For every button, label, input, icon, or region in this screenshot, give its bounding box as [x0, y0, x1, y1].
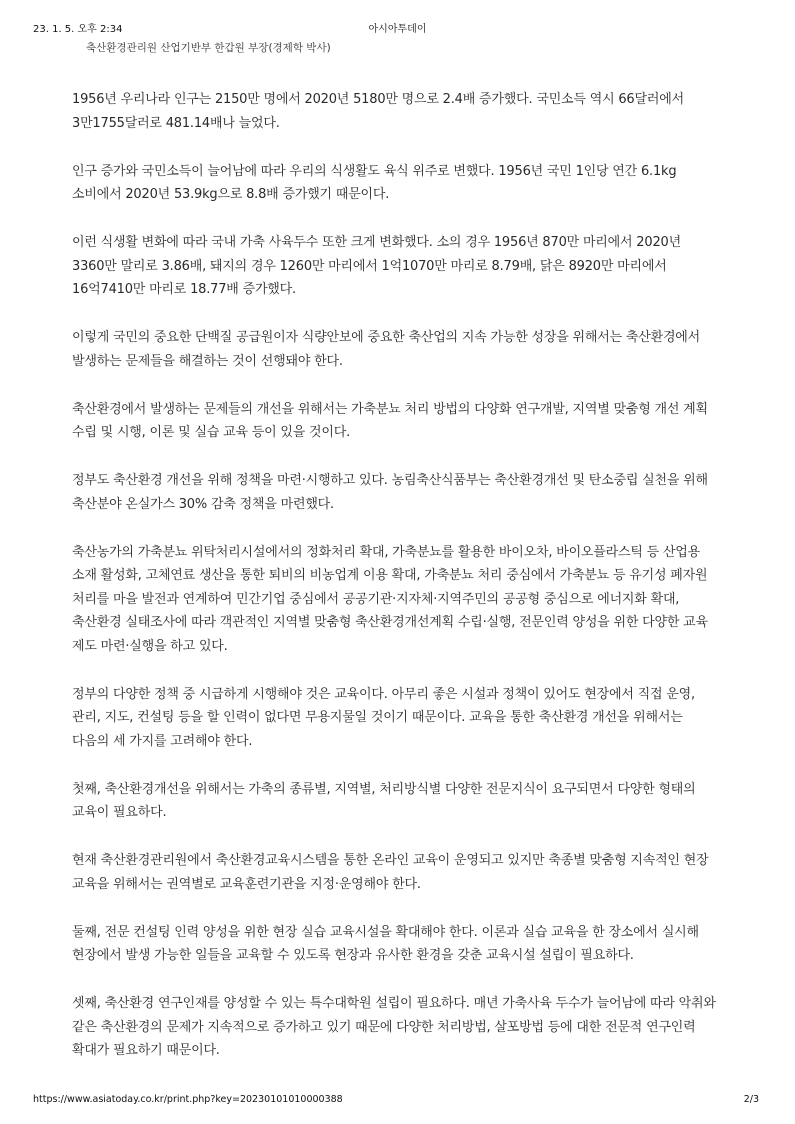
paragraph: 둘째, 전문 컨설팅 인력 양성을 위한 현장 실습 교육시설을 확대해야 한다. 이론과 실습 교육을 한 장소에서 실시해 현장에서 발생 가능한 일들을 교육할 수 있도록 현장과 유사한 환경을 갖춘 교육시설 설립이 필요하다. [72, 924, 699, 963]
author-byline: 축산환경관리원 산업기반부 한갑원 부장(경제학 박사) [86, 42, 331, 54]
paragraph: 정부의 다양한 정책 중 시급하게 시행해야 것은 교육이다. 아무리 좋은 시설과 정책이 있어도 현장에서 직접 운영, 관리, 지도, 컨설팅 등을 할 인력이 없다면 무용지물일 것이기 때문이다. 교육을 통한 축산환경 개선을 위해서는 다음의 세 가지를 고려해야 한다. [72, 686, 695, 749]
article-body [72, 88, 722, 1087]
print-datetime: 23. 1. 5. 오후 2:34 [33, 24, 123, 35]
paragraph: 축산환경에서 발생하는 문제들의 개선을 위해서는 가축분뇨 처리 방법의 다양화 연구개발, 지역별 맞춤형 개선 계획 수립 및 시행, 이론 및 실습 교육 등이 있을 것이다. [72, 401, 708, 440]
site-name: 아시아투데이 [368, 24, 427, 35]
paragraph: 셋째, 축산환경 연구인재를 양성할 수 있는 특수대학원 설립이 필요하다. 매년 가축사육 두수가 늘어남에 따라 악취와 같은 축산환경의 문제가 지속적으로 증가하고 있기 때문에 다양한 처리방법, 살포방법 등에 대한 전문적 연구인력 확대가 필요하기 때문이다. [72, 996, 716, 1058]
paragraph: 인구 증가와 국민소득이 늘어남에 따라 우리의 식생활도 육식 위주로 변했다. 1956년 국민 1인당 연간 6.1kg 소비에서 2020년 53.9kg으로 8.8배 증가했기 때문이다. [72, 163, 677, 202]
paragraph: 축산농가의 가축분뇨 위탁처리시설에서의 정화처리 확대, 가축분뇨를 활용한 바이오차, 바이오플라스틱 등 산업용 소재 활성화, 고체연료 생산을 통한 퇴비의 비농업계 이용 확대, 가축분뇨 처리 중심에서 가축분뇨 등 유기성 폐자원 처리를 마을 발전과 연계하여 민간기업 중심에서 공공기관·지자체·지역주민의 공공형 중심으로 에너지화 확대, 축산환경 실태조사에 따라 객관적인 지역별 맞춤형 축산환경개선계획 수립·실행, 전문인력 양성을 위한 다양한 교육 제도 마련·실행을 하고 있다. [72, 544, 708, 654]
paragraph: 정부도 축산환경 개선을 위해 정책을 마련·시행하고 있다. 농림축산식품부는 축산환경개선 및 탄소중립 실천을 위해 축산분야 온실가스 30% 감축 정책을 마련했다. [72, 473, 708, 512]
page-url: https://www.asiatoday.co.kr/print.php?key=20230101010000388 [33, 1094, 343, 1105]
paragraph: 이런 식생활 변화에 따라 국내 가축 사육두수 또한 크게 변화했다. 소의 경우 1956년 870만 마리에서 2020년 3360만 말리로 3.86배, 돼지의 경우 1260만 마리에서 1억1070만 마리로 8.79배, 닭은 8920만 마리에서 16억7410만 마리로 18.77배 증가했다. [72, 235, 681, 297]
page-number: 2/3 [743, 1094, 759, 1105]
paragraph: 이렇게 국민의 중요한 단백질 공급원이자 식량안보에 중요한 축산업의 지속 가능한 성장을 위해서는 축산환경에서 발생하는 문제들을 해결하는 것이 선행돼야 한다. [72, 330, 701, 369]
paragraph: 첫째, 축산환경개선을 위해서는 가축의 종류별, 지역별, 처리방식별 다양한 전문지식이 요구되면서 다양한 형태의 교육이 필요하다. [72, 781, 696, 820]
paragraph: 현재 축산환경관리원에서 축산환경교육시스템을 통한 온라인 교육이 운영되고 있지만 축종별 맞춤형 지속적인 현장 교육을 위해서는 권역별로 교육훈련기관을 지정·운영해야 한다. [72, 853, 709, 892]
paragraph: 1956년 우리나라 인구는 2150만 명에서 2020년 5180만 명으로 2.4배 증가했다. 국민소득 역시 66달러에서 3만1755달러로 481.14배나 늘었다. [72, 92, 684, 131]
